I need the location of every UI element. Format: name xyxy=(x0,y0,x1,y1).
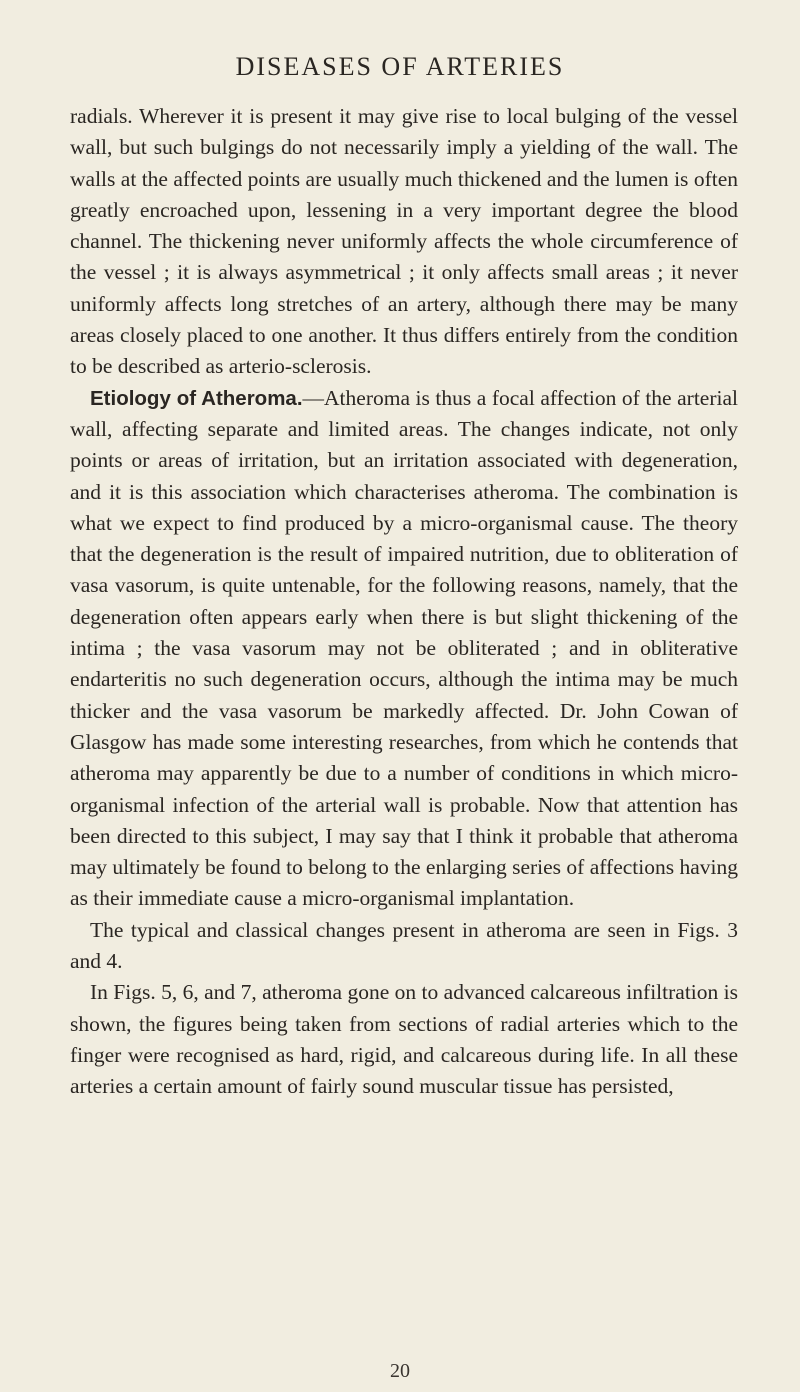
page-number: 20 xyxy=(390,1360,410,1382)
paragraph-calcareous: In Figs. 5, 6, and 7, atheroma gone on to advanced calcareous infiltration is shown, the figures being taken from sections of radial arteries which to the finger were recognised as hard, rigid, and calcareous during life. In all these arteries a certain amount of fairly sound muscular tissue has persisted, xyxy=(70,980,738,1099)
paragraph-etiology-text: —Atheroma is thus a focal affection of the arterial wall, affecting separate and limited areas. The changes indicate, not only points or areas of irritation, but an irritation associated with degeneration, and it is this association which characterises atheroma. The combination is what we expect to find produced by a micro-organismal cause. The theory that the degeneration is the result of impaired nutrition, due to obliteration of vasa vasorum, is quite untenable, for the following reasons, namely, that the degeneration often appears early when there is but slight thickening of the intima ; the vasa vasorum may not be obliterated ; and in obliterative endarteritis no such degeneration occurs, although the intima may be much thicker and the vasa vasorum be markedly affected. Dr. John Cowan of Glasgow has made some interesting researches, from which he contends that atheroma may apparently be due to a number of conditions in which micro-organismal infection of the arterial wall is probable. Now that attention has been directed to this subject, I may say that I think it probable that atheroma may ultimately be found to belong to the enlarging series of affections having as their immediate cause a micro-organismal implantation. xyxy=(70,385,738,911)
paragraph-radials: radials. Wherever it is present it may give rise to local bulging of the vessel wall, but such bulgings do not necessarily imply a yielding of the wall. The walls at the affected points are usually much thickened and the lumen is often greatly encroached upon, lessening in a very important degree the blood channel. The thickening never uniformly affects the whole circumference of the vessel ; it is always asymmetrical ; it only affects small areas ; it never uniformly affects long stretches of an artery, although there may be many areas closely placed to one another. It thus differs entirely from the condition to be described as arterio-sclerosis. xyxy=(70,104,738,379)
running-head: DISEASES OF ARTERIES xyxy=(235,52,565,81)
paragraph-etiology xyxy=(70,383,738,915)
section-heading-etiology: Etiology of Atheroma. xyxy=(90,386,303,410)
body-text xyxy=(70,101,738,1103)
paragraph-typical-changes: The typical and classical changes present in atheroma are seen in Figs. 3 and 4. xyxy=(70,917,738,974)
